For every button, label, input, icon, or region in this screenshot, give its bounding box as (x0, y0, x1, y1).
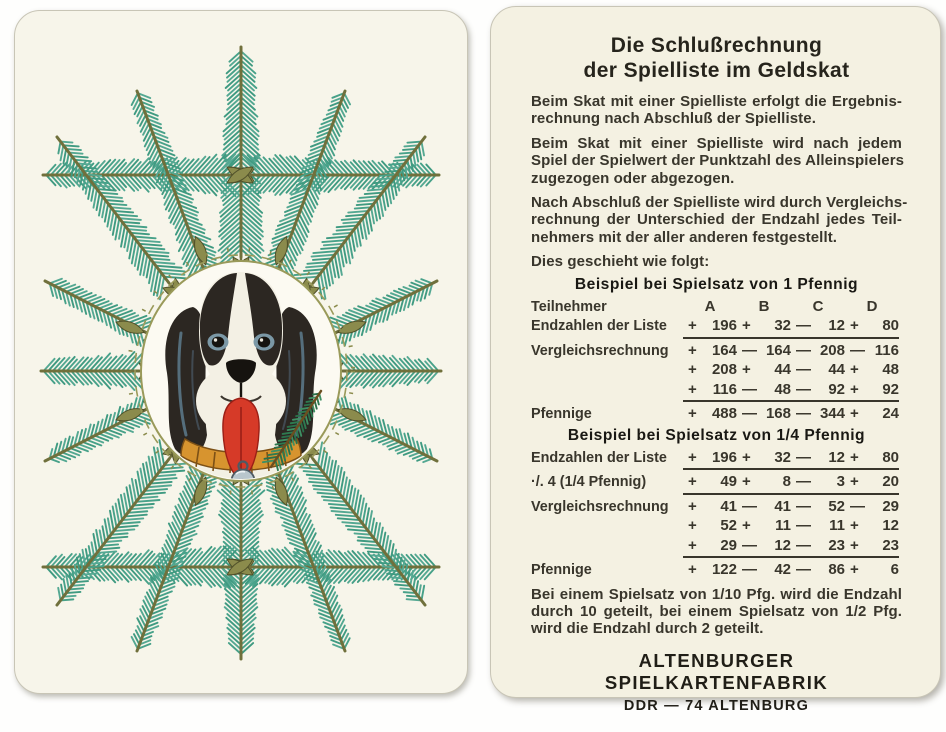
table-row (531, 380, 902, 400)
value-cell: + 196 (688, 317, 737, 335)
value-cell: + 12 (850, 517, 899, 535)
column-header: D (866, 297, 878, 315)
value-cell: + 44 (742, 361, 791, 379)
value-cell: — 42 (742, 561, 791, 579)
value-cell: + 116 (688, 380, 737, 398)
value-cell: + 29 (688, 536, 737, 554)
text-line: rechnung nach Abschluß der Spielliste. (531, 110, 816, 128)
value-cell: + 20 (850, 473, 899, 491)
value-cell: + 488 (688, 405, 737, 423)
paragraph (531, 194, 908, 246)
value-cell: + 23 (850, 536, 899, 554)
table-rule (683, 337, 899, 339)
value-cell: + 48 (850, 361, 899, 379)
row-label: ·/. 4 (1/4 Pfennig) (531, 474, 647, 491)
row-label: Vergleichsrechnung (531, 342, 669, 359)
value-cell: + 6 (850, 561, 899, 579)
value-cell: + 11 (742, 517, 791, 535)
value-cell: — 92 (796, 380, 845, 398)
value-cell: — 29 (850, 497, 899, 515)
table-row (531, 341, 902, 361)
value-cell: — 48 (742, 380, 791, 398)
value-cell: + 49 (688, 473, 737, 491)
table-row (531, 404, 902, 424)
value-cell: — 3 (796, 473, 845, 491)
example1-heading: Beispiel bei Spielsatz von 1 Pfennig (574, 275, 859, 293)
row-label: Vergleichsrechnung (531, 498, 669, 515)
value-cell: — 168 (742, 405, 791, 423)
card-back-artwork (15, 11, 467, 693)
value-cell: + 32 (742, 448, 791, 466)
row-label: Pfennige (531, 406, 592, 423)
table-rule (683, 468, 899, 470)
table-rule (683, 556, 899, 558)
lead-in: Dies geschieht wie folgt: (531, 253, 710, 271)
title-line-2: der Spielliste im Geldskat (583, 59, 850, 82)
table-row (531, 448, 902, 468)
example2-heading: Beispiel bei Spielsatz von 1/4 Pfennig (567, 426, 866, 444)
footnote (531, 586, 902, 638)
publisher-city: DDR — 74 ALTENBURG (623, 697, 810, 714)
row-label: Teilnehmer (531, 298, 607, 315)
paragraph (531, 134, 905, 187)
table-rule (683, 493, 899, 495)
title-line-1: Die Schlußrechnung (610, 34, 823, 57)
value-cell: — 86 (796, 561, 845, 579)
table-row (531, 560, 902, 580)
table-row (531, 497, 902, 517)
column-header: B (758, 297, 770, 315)
value-cell: — 23 (796, 536, 845, 554)
paragraph (531, 93, 902, 128)
table-row (531, 472, 902, 492)
value-cell: + 122 (688, 561, 737, 579)
value-cell: — 116 (850, 341, 899, 359)
value-cell: + 80 (850, 448, 899, 466)
table-row (531, 536, 902, 556)
value-cell: — 344 (796, 405, 845, 423)
value-cell: — 208 (796, 341, 845, 359)
rules-card (490, 6, 941, 714)
value-cell: + 164 (688, 341, 737, 359)
text-line: zugezogen oder abgezogen. (531, 169, 735, 187)
value-cell: + 92 (850, 380, 899, 398)
text-line: nehmers mit der aller anderen festgestellt. (531, 228, 838, 246)
text-line: Spiel der Spielwert der Punktzahl des Alleinspielers (531, 152, 905, 170)
value-cell: — 11 (796, 517, 845, 535)
publisher-name: ALTENBURGER SPIELKARTENFABRIK (604, 649, 829, 693)
text-line: wird die Endzahl durch 2 geteilt. (531, 620, 764, 638)
text-line: Bei einem Spielsatz von 1/10 Pfg. wird die Endzahl (531, 585, 902, 603)
row-label: Endzahlen der Liste (531, 318, 667, 335)
value-cell: + 52 (688, 517, 737, 535)
value-cell: + 208 (688, 361, 737, 379)
value-cell: + 196 (688, 448, 737, 466)
example1-table (531, 297, 902, 424)
text-line: Beim Skat mit einer Spielliste erfolgt die Ergebnis- (531, 93, 902, 110)
table-row (531, 316, 902, 336)
table-row (531, 516, 902, 536)
row-label: Pfennige (531, 562, 592, 579)
table-row (531, 297, 902, 317)
row-label: Endzahlen der Liste (531, 449, 667, 466)
value-cell: — 12 (742, 536, 791, 554)
value-cell: + 32 (742, 317, 791, 335)
table-row (531, 360, 902, 380)
text-line: Beim Skat mit einer Spielliste wird nach jedem (531, 134, 902, 152)
column-header: A (704, 297, 716, 315)
value-cell: + 24 (850, 405, 899, 423)
text-line: Nach Abschluß der Spielliste wird durch Vergleichs- (531, 194, 908, 212)
value-cell: — 52 (796, 497, 845, 515)
column-header: C (812, 297, 824, 315)
value-cell: + 8 (742, 473, 791, 491)
value-cell: — 12 (796, 317, 845, 335)
value-cell: — 164 (742, 341, 791, 359)
card-title (531, 33, 902, 83)
value-cell: — 41 (742, 497, 791, 515)
example2-table (531, 448, 902, 580)
value-cell: + 80 (850, 317, 899, 335)
text-line: durch 10 geteilt, bei einem Spielsatz von 1/2 Pfg. (531, 603, 902, 621)
table-rule (683, 400, 899, 402)
text-line: rechnung der Unterschied der Endzahl jedes Teil- (531, 211, 902, 229)
value-cell: + 41 (688, 497, 737, 515)
value-cell: — 12 (796, 448, 845, 466)
value-cell: — 44 (796, 361, 845, 379)
card-back (14, 10, 468, 694)
